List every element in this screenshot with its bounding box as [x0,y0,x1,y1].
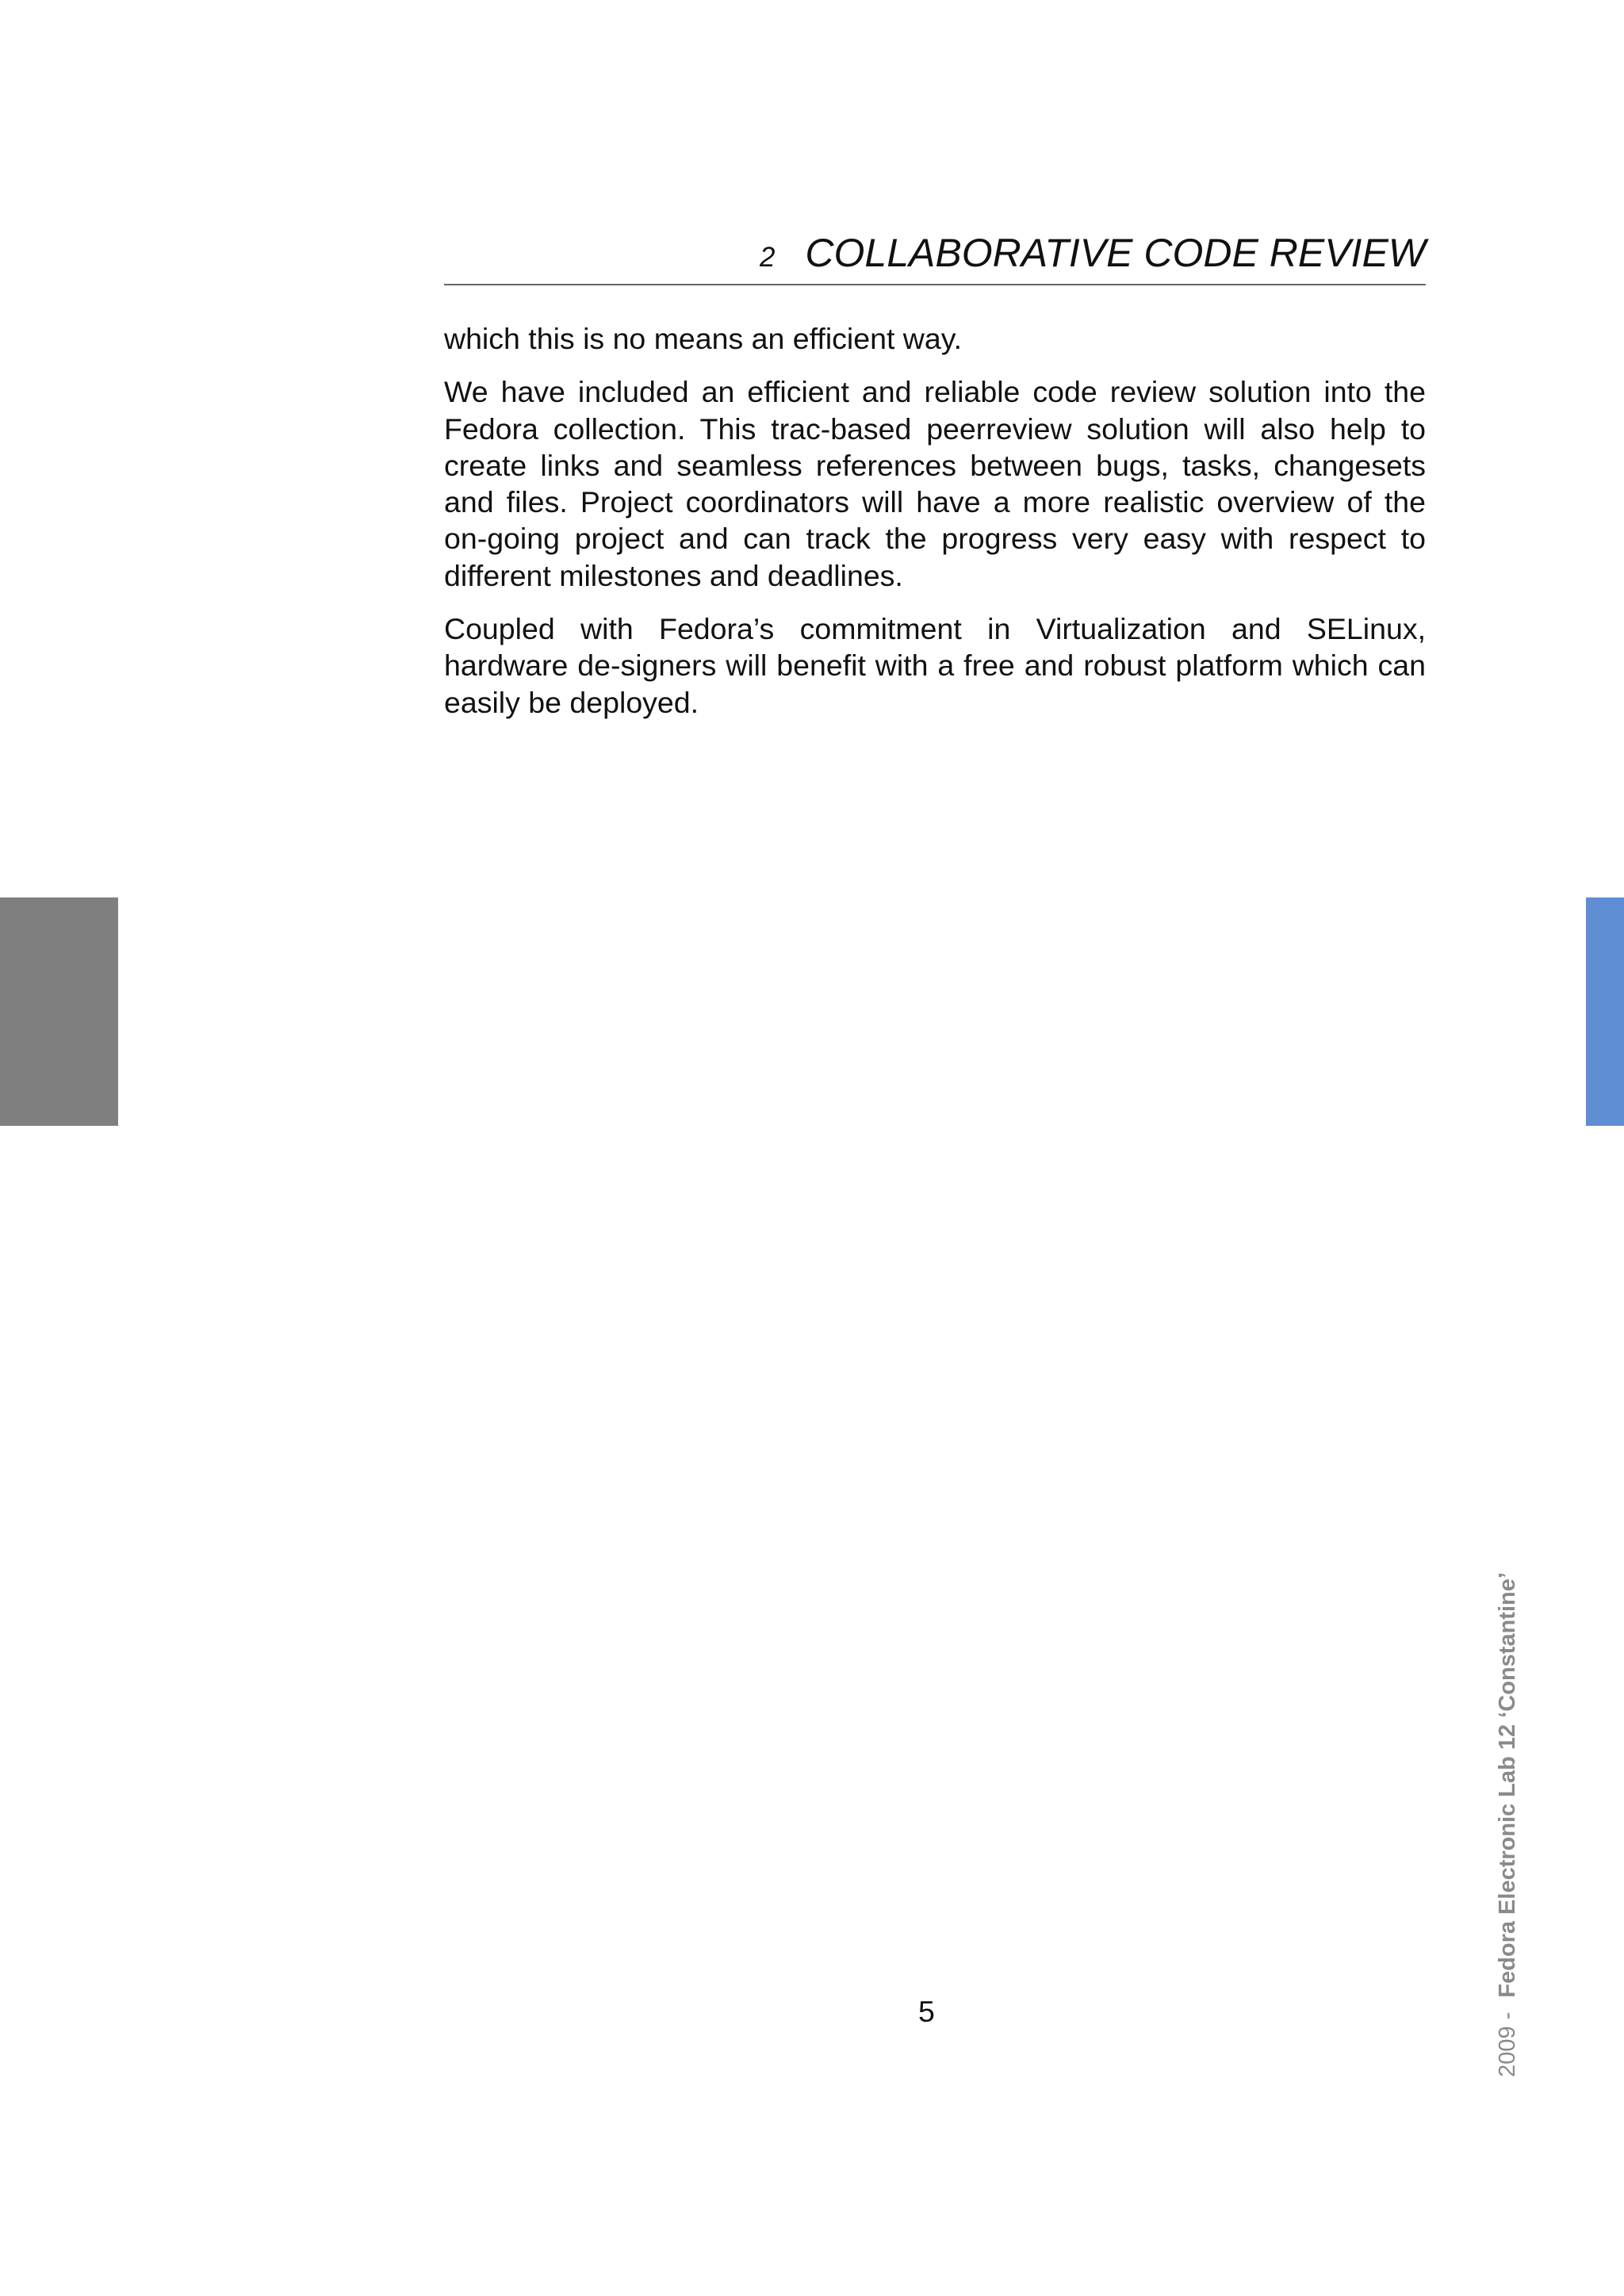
side-label-year: 2009 [1495,2026,1520,2077]
page-number: 5 [918,1995,935,2028]
running-header [444,230,1426,285]
side-label-title: Fedora Electronic Lab 12 ‘Constantine’ [1495,1572,1520,1998]
right-section-tab [1586,897,1624,1126]
side-label-separator: - [1495,2005,1520,2026]
chapter-number: 2 [759,242,776,273]
body-text [444,320,1426,737]
paragraph-1: which this is no means an efficient way. [444,322,963,355]
vertical-side-label [1494,1572,1521,2077]
left-section-tab [0,897,118,1126]
paragraph-3: Coupled with Fedora’s commitment in Virtualization and SELinux, hardware de-signers will benefit with a free and robust platform which can easily be deployed. [444,612,1426,719]
chapter-title: COLLABORATIVE CODE REVIEW [805,231,1426,275]
paragraph-2: We have included an efficient and reliable code review solution into the Fedora collection. This trac-based peerreview solution will also help to create links and seamless references between bugs, tasks, changesets and files. Project coordinators will have a more realistic overview of the on-going project and can track the progress very easy with respect to different milestones and deadlines. [444,375,1426,592]
